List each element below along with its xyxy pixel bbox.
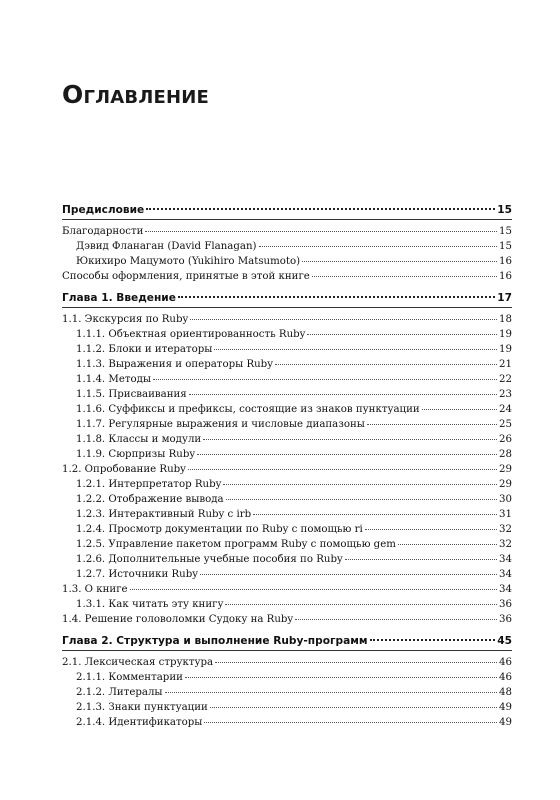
toc-subsection: [62, 492, 512, 507]
toc-page-number: 48: [499, 687, 512, 698]
toc-page-number: 28: [499, 449, 512, 460]
dot-leader: [370, 639, 496, 641]
toc-subsection: [62, 432, 512, 447]
toc-entry-title: 2.1.2. Литералы: [76, 687, 163, 698]
toc-page-number: 22: [499, 374, 512, 385]
dot-leader: [422, 409, 497, 410]
dot-leader: [200, 574, 497, 575]
toc-entry-title: Способы оформления, принятые в этой книге: [62, 271, 310, 282]
toc-subsection: [62, 715, 512, 730]
toc-page-number: 36: [499, 599, 512, 610]
dot-leader: [307, 334, 497, 335]
dot-leader: [145, 231, 497, 232]
toc-section: [62, 224, 512, 239]
toc-entry-title: Дэвид Фланаган (David Flanagan): [76, 241, 257, 252]
dot-leader: [146, 208, 495, 210]
toc-section: [62, 655, 512, 670]
toc-page-number: 19: [499, 344, 512, 355]
toc-subsection: [62, 372, 512, 387]
page-title: Оглавление: [62, 80, 209, 109]
dot-leader: [197, 454, 497, 455]
toc-entry-title: 1.2.1. Интерпретатор Ruby: [76, 479, 222, 490]
toc-entry-title: 1.2.7. Источники Ruby: [76, 569, 198, 580]
toc-entry-title: 1.1.4. Методы: [76, 374, 152, 385]
toc-page-number: 29: [499, 479, 512, 490]
toc-page-number: 18: [499, 314, 512, 325]
toc-subsection: [62, 342, 512, 357]
toc-entry-title: 2.1.1. Комментарии: [76, 672, 183, 683]
toc-page-number: 21: [499, 359, 512, 370]
toc-page-number: 26: [499, 434, 512, 445]
toc-page-number: 30: [499, 494, 512, 505]
toc-entry-title: 1.2.5. Управление пакетом программ Ruby с помощью gem: [76, 539, 396, 550]
toc-entry-title: 1.1.3. Выражения и операторы Ruby: [76, 359, 273, 370]
toc-subsection: [62, 357, 512, 372]
toc-subsection: [62, 597, 512, 612]
dot-leader: [178, 296, 495, 298]
toc-entry-title: 2.1.3. Знаки пунктуации: [76, 702, 208, 713]
dot-leader: [275, 364, 497, 365]
dot-leader: [215, 662, 497, 663]
toc-page-number: 15: [499, 226, 512, 237]
toc-page-number: 45: [497, 635, 512, 647]
toc-page-number: 32: [499, 539, 512, 550]
dot-leader: [210, 707, 497, 708]
toc-entry-title: 1.3. О книге: [62, 584, 128, 595]
toc-subsection: [62, 402, 512, 417]
dot-leader: [189, 394, 497, 395]
dot-leader: [398, 544, 497, 545]
toc-entry-title: 1.1.8. Классы и модули: [76, 434, 202, 445]
dot-leader: [302, 261, 497, 262]
toc-page-number: 29: [499, 464, 512, 475]
toc-page-number: 34: [499, 584, 512, 595]
toc-entry-title: 1.2.6. Дополнительные учебные пособия по Ruby: [76, 554, 343, 565]
table-of-contents: [62, 202, 512, 730]
toc-entry-title: 1.2. Опробование Ruby: [62, 464, 186, 475]
toc-entry-title: Благодарности: [62, 226, 144, 237]
toc-page-number: 23: [499, 389, 512, 400]
toc-subsection: [62, 417, 512, 432]
toc-entry-title: 1.1.7. Регулярные выражения и числовые диапазоны: [76, 419, 365, 430]
dot-leader: [165, 692, 498, 693]
toc-page-number: 25: [499, 419, 512, 430]
toc-subsection: [62, 552, 512, 567]
toc-entry-title: 1.1. Экскурсия по Ruby: [62, 314, 189, 325]
dot-leader: [365, 529, 497, 530]
toc-entry-title: 1.2.4. Просмотр документации по Ruby с помощью ri: [76, 524, 363, 535]
toc-entry-title: Юкихиро Мацумото (Yukihiro Matsumoto): [76, 256, 301, 267]
dot-leader: [185, 677, 497, 678]
dot-leader: [190, 319, 497, 320]
toc-entry-title: 2.1.4. Идентификаторы: [76, 717, 203, 728]
toc-entry-title: 1.4. Решение головоломки Судоку на Ruby: [62, 614, 294, 625]
toc-entry-title: 1.1.1. Объектная ориентированность Ruby: [76, 329, 306, 340]
toc-entry-title: Глава 2. Структура и выполнение Ruby-программ: [62, 635, 368, 647]
dot-leader: [295, 619, 497, 620]
toc-page-number: 16: [499, 271, 512, 282]
toc-page-number: 16: [499, 256, 512, 267]
toc-section: [62, 312, 512, 327]
dot-leader: [312, 276, 497, 277]
dot-leader: [259, 246, 498, 247]
toc-entry-title: 1.1.2. Блоки и итераторы: [76, 344, 213, 355]
toc-subsection: [62, 522, 512, 537]
dot-leader: [223, 484, 497, 485]
toc-section: [62, 582, 512, 597]
dot-leader: [345, 559, 497, 560]
toc-entry-title: 1.1.5. Присваивания: [76, 389, 187, 400]
dot-leader: [188, 469, 497, 470]
toc-section: [62, 269, 512, 284]
toc-subsection: [62, 507, 512, 522]
toc-entry-title: Предисловие: [62, 204, 145, 216]
toc-entry-title: 1.2.3. Интерактивный Ruby с irb: [76, 509, 252, 520]
toc-entry-title: 1.1.6. Суффиксы и префиксы, состоящие из знаков пунктуации: [76, 404, 420, 415]
toc-page-number: 34: [499, 554, 512, 565]
toc-subsection: [62, 567, 512, 582]
dot-leader: [214, 349, 497, 350]
toc-section: [62, 462, 512, 477]
toc-subsection: [62, 670, 512, 685]
toc-page-number: 49: [499, 717, 512, 728]
dot-leader: [203, 439, 497, 440]
toc-subsection: [62, 537, 512, 552]
toc-subsection: [62, 387, 512, 402]
toc-page-number: 36: [499, 614, 512, 625]
toc-page-number: 15: [499, 241, 512, 252]
toc-subsection: [62, 685, 512, 700]
toc-subsection: [62, 327, 512, 342]
toc-entry-title: 1.3.1. Как читать эту книгу: [76, 599, 224, 610]
dot-leader: [367, 424, 497, 425]
toc-page-number: 49: [499, 702, 512, 713]
toc-entry-title: 1.1.9. Сюрпризы Ruby: [76, 449, 196, 460]
toc-page-number: 31: [499, 509, 512, 520]
dot-leader: [226, 499, 497, 500]
toc-page-number: 17: [497, 292, 512, 304]
toc-page-number: 15: [497, 204, 512, 216]
toc-section: [62, 612, 512, 627]
toc-page-number: 46: [499, 672, 512, 683]
dot-leader: [153, 379, 497, 380]
toc-page-number: 46: [499, 657, 512, 668]
dot-leader: [204, 722, 497, 723]
toc-page-number: 34: [499, 569, 512, 580]
toc-subsection: [62, 447, 512, 462]
toc-chapter-heading: [62, 290, 512, 307]
toc-entry-title: 1.2.2. Отображение вывода: [76, 494, 224, 505]
toc-chapter-heading: [62, 202, 512, 219]
dot-leader: [253, 514, 497, 515]
toc-subsection: [62, 700, 512, 715]
toc-entry-title: Глава 1. Введение: [62, 292, 176, 304]
toc-subsection: [62, 254, 512, 269]
toc-page-number: 19: [499, 329, 512, 340]
toc-page-number: 32: [499, 524, 512, 535]
toc-subsection: [62, 239, 512, 254]
dot-leader: [225, 604, 497, 605]
toc-entry-title: 2.1. Лексическая структура: [62, 657, 214, 668]
toc-subsection: [62, 477, 512, 492]
toc-chapter-heading: [62, 633, 512, 650]
dot-leader: [130, 589, 497, 590]
toc-page-number: 24: [499, 404, 512, 415]
